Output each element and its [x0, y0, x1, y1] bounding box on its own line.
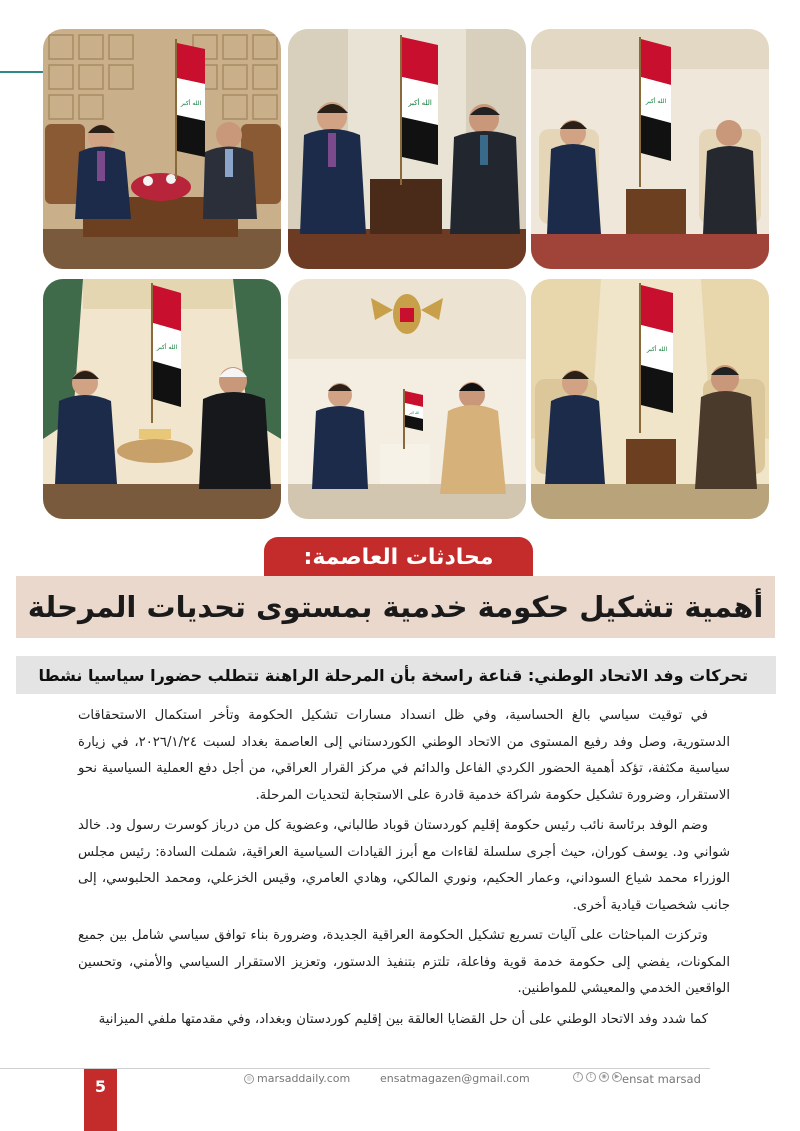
footer-brand	[622, 1072, 701, 1086]
meeting-photo-2	[288, 29, 526, 269]
twitter-icon[interactable]: t	[586, 1072, 596, 1082]
meeting-photo-5	[288, 279, 526, 519]
svg-text:الله أكبر: الله أكبر	[156, 344, 178, 351]
meeting-photo-6	[531, 279, 769, 519]
facebook-icon[interactable]: f	[573, 1072, 583, 1082]
svg-text:الله أكبر: الله أكبر	[408, 99, 432, 107]
paragraph: في توقيت سياسي بالغ الحساسية، وفي ظل انسداد مسارات تشكيل الحكومة وتأخر استكمال الاستحقاقات الدستورية، وصل وفد رفيع المستوى من الاتحاد الوطني الكوردستاني إلى العاصمة بغداد لسبت ٢٠٢٦/١/٢٤، في زيارة سياسية مكثفة، تؤكد أهمية الحضور الكردي الفاعل والدائم في مركز القرار العراقي، من أجل دفع العملية السياسية نحو الاستقرار، وضرورة تشكيل حكومة شراكة خدمية قادرة على الاستجابة لتحديات المرحلة.	[78, 708, 730, 803]
headline-banner	[16, 576, 775, 638]
svg-text:الله أكبر: الله أكبر	[408, 411, 420, 415]
email-text: ensatmagazen@gmail.com	[380, 1072, 530, 1085]
paragraph: وتركزت المباحثات على آليات تسريع تشكيل الحكومة العراقية الجديدة، وضرورة بناء توافق سياسي شامل بين جميع المكونات، يفضي إلى حكومة خدمة قوية وفاعلة، تلتزم بتنفيذ الدستور، وتعزيز الاستقرار السياسي والأمني، وتحسين الواقعين الخدمي والمعيشي للمواطنين.	[78, 928, 730, 996]
svg-text:الله أكبر: الله أكبر	[646, 346, 668, 353]
footer-website[interactable]	[244, 1072, 350, 1085]
page-number: 5	[84, 1069, 117, 1131]
website-text: marsaddaily.com	[257, 1072, 351, 1085]
paragraph: كما شدد وفد الاتحاد الوطني على أن حل القضايا العالقة بين إقليم كوردستان وبغداد، وفي مقدمتها ملفي الميزانية	[98, 1011, 708, 1027]
meeting-photo-3	[531, 29, 769, 269]
instagram-icon[interactable]: ◉	[599, 1072, 609, 1082]
meeting-photo-1	[43, 29, 281, 269]
article-subheadline: تحركات وفد الاتحاد الوطني: قناعة راسخة بأن المرحلة الراهنة تتطلب حضورا سياسيا نشطا	[38, 665, 748, 685]
footer-email[interactable]	[380, 1072, 530, 1085]
footer-social-icons	[573, 1072, 622, 1082]
paragraph: وضم الوفد برئاسة نائب رئيس حكومة إقليم كوردستان قوباد طالباني، وعضوية كل من درباز كوسرت رسول ود. خالد شواني ود. يوسف كوران، حيث أجرى سلسلة لقاءات مع أبرز القيادات السياسية العراقية، شملت السادة: رئيس مجلس الوزراء محمد شياع السوداني، وعمار الحكيم، ونوري المالكي، وهادي العامري، وقيس الخزعلي، ومحمد الحلبوسي، إلى جانب شخصيات قيادية أخرى.	[78, 818, 730, 913]
article-body	[78, 703, 730, 1037]
section-tag-label: محادثات العاصمة:	[303, 544, 494, 570]
svg-text:الله أكبر: الله أكبر	[645, 98, 667, 105]
subheadline-banner	[16, 656, 776, 694]
brand-text: ensat marsad	[622, 1072, 701, 1086]
article-headline: أهمية تشكيل حكومة خدمية بمستوى تحديات المرحلة	[27, 590, 764, 624]
accent-rule	[0, 71, 43, 73]
meeting-photo-4	[43, 279, 281, 519]
svg-text:الله أكبر: الله أكبر	[180, 100, 202, 107]
globe-icon: ◎	[244, 1074, 254, 1084]
section-tag	[264, 537, 533, 577]
youtube-icon[interactable]: ▶	[612, 1072, 622, 1082]
